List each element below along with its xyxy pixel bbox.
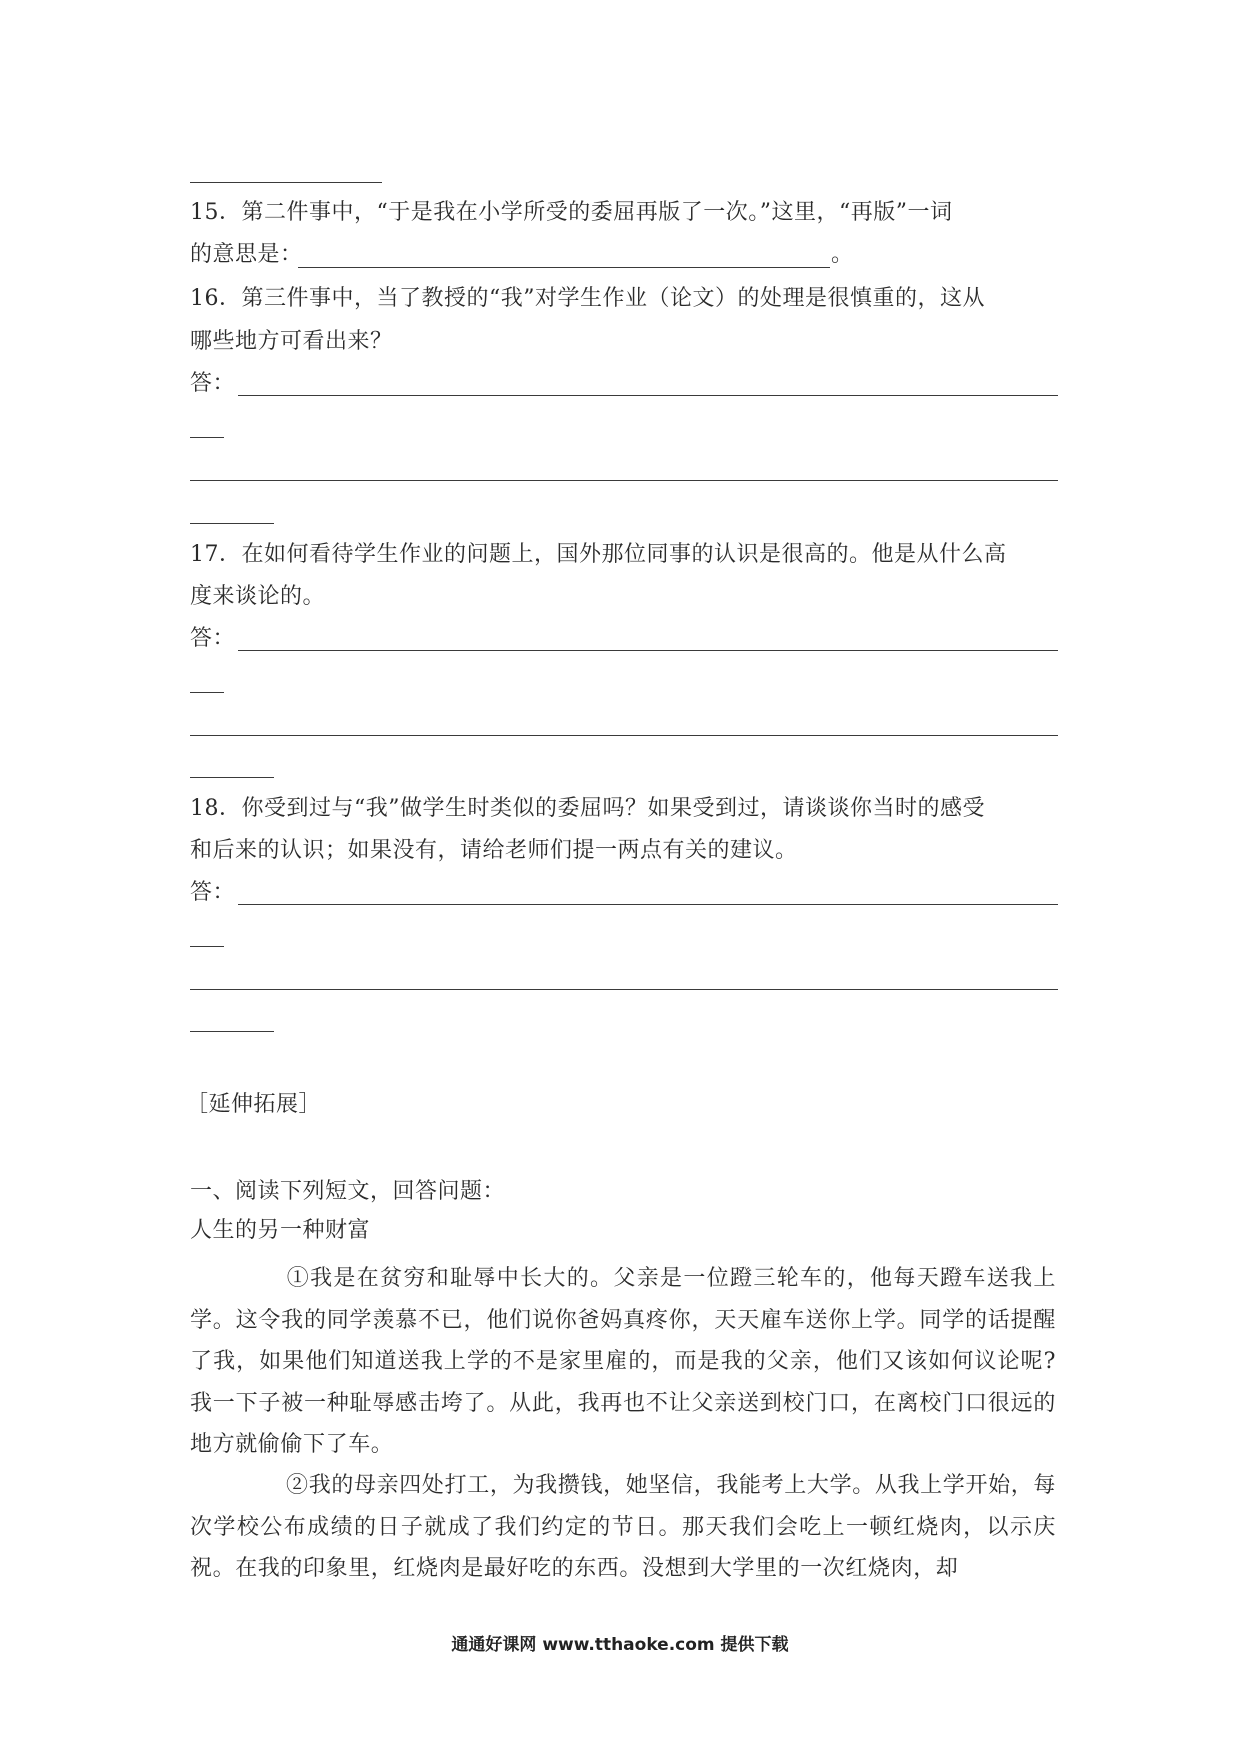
reading-title: 人生的另一种财富: [190, 1218, 371, 1243]
answer-blank-line: [190, 437, 224, 438]
section-title: ［延伸拓展］: [186, 1092, 322, 1117]
question-16-line1: 16．第三件事中，当了教授的“我”对学生作业（论文）的处理是很慎重的，这从: [190, 286, 985, 311]
question-16-line2: 哪些地方可看出来？: [190, 329, 393, 354]
answer-blank-line: [190, 692, 224, 693]
answer-blank-line: [190, 946, 224, 947]
answer-blank-line: [298, 267, 830, 268]
question-16-answer-label: 答：: [190, 371, 236, 396]
answer-blank-line: [190, 182, 382, 183]
paragraph-2-text: ②我的母亲四处打工，为我攒钱，她坚信，我能考上大学。从我上学开始，每次学校公布成绩的日子就成了我们约定的节日。那天我们会吃上一顿红烧肉，以示庆祝。在我的印象里，红烧肉是最好吃的东西。没想到大学里的一次红烧肉，却: [190, 1473, 1056, 1581]
footer-credit: 通通好课网 www.tthaoke.com 提供下载: [451, 1635, 789, 1655]
answer-blank-line: [190, 480, 1058, 481]
question-18-answer-label: 答：: [190, 880, 236, 905]
answer-blank-line: [190, 523, 274, 524]
answer-blank-line: [238, 395, 1058, 396]
question-17-line2: 度来谈论的。: [190, 584, 326, 609]
reading-paragraph-1: [190, 1258, 1056, 1466]
answer-blank-line: [190, 735, 1058, 736]
answer-blank-line: [190, 989, 1058, 990]
answer-blank-line: [190, 1031, 274, 1032]
question-15-line2-prefix: 的意思是：: [190, 242, 303, 267]
question-15-line2-suffix: 。: [831, 242, 854, 267]
paragraph-1-text: ①我是在贫穷和耻辱中长大的。父亲是一位蹬三轮车的，他每天蹬车送我上学。这令我的同学羡慕不已，他们说你爸妈真疼你，天天雇车送你上学。同学的话提醒了我，如果他们知道送我上学的不是家里雇的，而是我的父亲，他们又该如何议论呢?我一下子被一种耻辱感击垮了。从此，我再也不让父亲送到校门口，在离校门口很远的地方就偷偷下了车。: [190, 1266, 1056, 1457]
question-18-line1: 18．你受到过与“我”做学生时类似的委屈吗？如果受到过，请谈谈你当时的感受: [190, 796, 985, 821]
answer-blank-line: [238, 904, 1058, 905]
question-15-line1: 15．第二件事中，“于是我在小学所受的委屈再版了一次。”这里，“再版”一词: [190, 200, 953, 225]
answer-blank-line: [238, 650, 1058, 651]
answer-blank-line: [190, 777, 274, 778]
reading-instruction: 一、阅读下列短文，回答问题：: [190, 1179, 506, 1204]
reading-paragraph-2: [190, 1465, 1056, 1590]
question-17-line1: 17．在如何看待学生作业的问题上，国外那位同事的认识是很高的。他是从什么高: [190, 542, 1007, 567]
question-18-line2: 和后来的认识；如果没有，请给老师们提一两点有关的建议。: [190, 838, 798, 863]
question-17-answer-label: 答：: [190, 626, 236, 651]
